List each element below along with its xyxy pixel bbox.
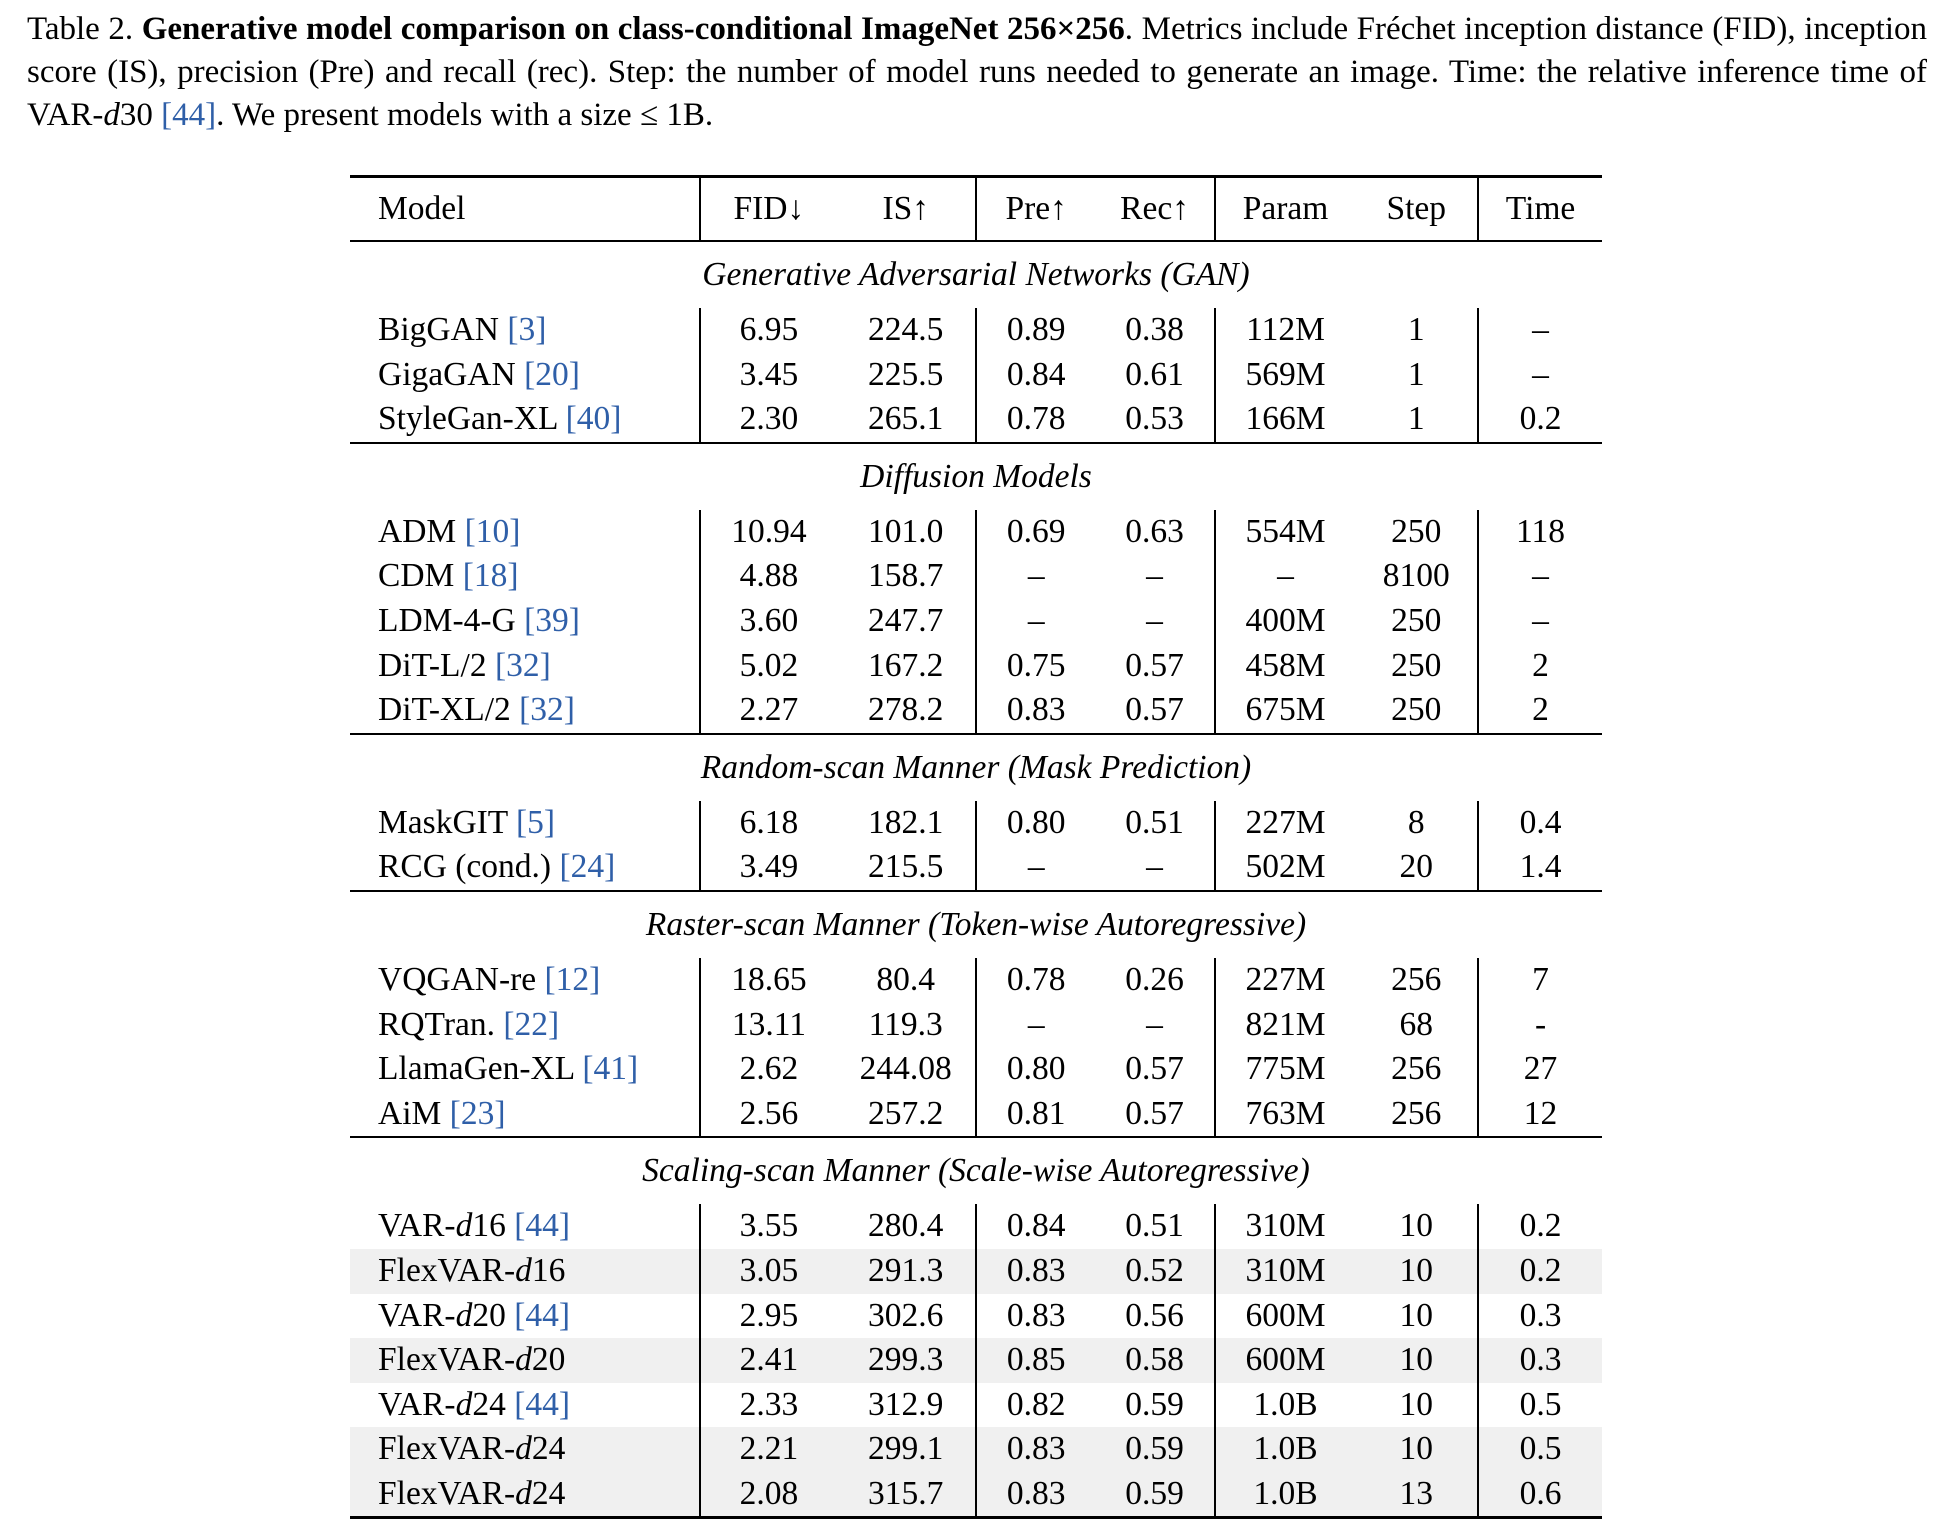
- cell-fid: 18.65: [700, 958, 836, 1003]
- header-fid: FID↓: [700, 177, 836, 242]
- table-row: [350, 308, 1602, 353]
- cell-time: –: [1478, 554, 1602, 599]
- cell-param: 166M: [1215, 397, 1356, 443]
- table-row: [350, 353, 1602, 398]
- model-depth-num: 20: [531, 1341, 566, 1379]
- cell-param: 775M: [1215, 1047, 1356, 1092]
- citation-link[interactable]: [39]: [524, 601, 580, 639]
- cell-param: 1.0B: [1215, 1472, 1356, 1518]
- citation-link[interactable]: [22]: [503, 1005, 560, 1043]
- cell-fid: 6.95: [700, 308, 836, 353]
- cell-param: 600M: [1215, 1294, 1356, 1339]
- cell-is: 299.1: [837, 1427, 976, 1472]
- cell-time: 0.3: [1478, 1338, 1602, 1383]
- cell-pre: 0.83: [976, 1427, 1096, 1472]
- cell-fid: 2.62: [700, 1047, 836, 1092]
- cell-param: 227M: [1215, 958, 1356, 1003]
- model-name: RCG (cond.): [378, 848, 560, 886]
- cell-rec: –: [1146, 601, 1163, 639]
- model-name: FlexVAR-: [378, 1341, 516, 1379]
- cell-param: 554M: [1215, 510, 1356, 555]
- group-title: Generative Adversarial Networks (GAN): [702, 256, 1250, 293]
- cell-step: 10: [1399, 1385, 1433, 1423]
- cell-model: [350, 845, 700, 891]
- cell-is: 265.1: [837, 397, 976, 443]
- cell-step: 250: [1391, 512, 1442, 550]
- model-name: FlexVAR-: [378, 1251, 516, 1289]
- cell-model: [350, 1003, 700, 1048]
- cell-is: 257.2: [837, 1092, 976, 1138]
- header-pre: Pre↑: [976, 177, 1096, 242]
- caption-title: Generative model comparison on class-conditional ImageNet 256×256: [141, 11, 1125, 47]
- cell-step: 256: [1391, 1050, 1442, 1088]
- cell-step: 8100: [1382, 557, 1450, 595]
- table-row: [350, 510, 1602, 555]
- table-row: [350, 801, 1602, 846]
- caption-text: . Metrics include Fréchet inception distance (FID), inception score (IS), precision (Pre) and recall (rec). Step: the number of model runs needed to generate an image. Time: the relative inference time of VAR-: [27, 11, 1927, 133]
- cell-rec: 0.59: [1095, 1472, 1214, 1518]
- cell-param: 112M: [1215, 308, 1356, 353]
- model-name: StyleGan-XL: [378, 400, 566, 438]
- table-row: [350, 554, 1602, 599]
- citation-link[interactable]: [3]: [507, 311, 547, 348]
- cell-param: 821M: [1215, 1003, 1356, 1048]
- model-name: VAR-: [378, 1385, 456, 1423]
- header-rec: Rec↑: [1120, 189, 1189, 227]
- cell-rec: 0.53: [1095, 397, 1214, 443]
- cell-fid: 2.41: [700, 1338, 836, 1383]
- cell-is: 291.3: [837, 1249, 976, 1294]
- cell-param: –: [1215, 554, 1356, 599]
- cell-pre: 0.75: [976, 644, 1096, 689]
- cell-rec: 0.51: [1125, 803, 1184, 841]
- cell-param: 763M: [1215, 1092, 1356, 1138]
- table-row: [350, 1047, 1602, 1092]
- cell-pre: 0.80: [976, 801, 1096, 846]
- table-row: [350, 1204, 1602, 1249]
- citation-link[interactable]: [32]: [519, 691, 575, 729]
- cell-model: [350, 1249, 700, 1294]
- citation-link[interactable]: [20]: [524, 355, 580, 393]
- cell-fid: 3.55: [700, 1204, 836, 1249]
- cell-param: 1.0B: [1215, 1383, 1356, 1428]
- model-depth-var: d: [515, 1251, 532, 1289]
- cell-is: 101.0: [868, 512, 944, 550]
- cell-is: 80.4: [876, 960, 936, 998]
- header-param: Param: [1215, 177, 1356, 242]
- cell-model: [350, 644, 700, 689]
- table-row: [350, 1383, 1602, 1428]
- cell-fid: 2.56: [700, 1092, 836, 1138]
- cell-pre: 0.84: [976, 353, 1096, 398]
- cell-pre: 0.83: [976, 1294, 1096, 1339]
- cell-pre: 0.83: [976, 688, 1096, 734]
- model-depth-num: 24: [472, 1385, 515, 1423]
- cell-step: 10: [1355, 1427, 1478, 1472]
- cell-model: [350, 554, 700, 599]
- cell-model: [350, 599, 700, 644]
- cell-is: 119.3: [868, 1005, 943, 1043]
- citation-link[interactable]: [18]: [462, 557, 519, 595]
- cell-time: -: [1478, 1003, 1602, 1048]
- model-name: MaskGIT: [378, 803, 517, 841]
- model-name: BigGAN: [378, 311, 508, 348]
- model-name: ADM: [378, 512, 465, 550]
- model-name: LDM-4-G: [378, 601, 525, 639]
- cell-rec: 0.38: [1125, 311, 1184, 348]
- cell-step: 10: [1399, 1296, 1433, 1334]
- cell-pre: –: [976, 845, 1096, 891]
- cell-pre: 0.85: [976, 1338, 1096, 1383]
- cell-step: 10: [1399, 1207, 1433, 1245]
- citation-link[interactable]: [44]: [514, 1207, 571, 1245]
- cell-rec: 0.51: [1125, 1207, 1184, 1245]
- cell-pre: –: [976, 1003, 1096, 1048]
- cell-fid: 2.21: [700, 1427, 836, 1472]
- citation-link[interactable]: [40]: [565, 400, 622, 438]
- table-row: [350, 599, 1602, 644]
- cell-step: 250: [1355, 688, 1478, 734]
- cell-fid: 4.88: [700, 554, 836, 599]
- model-depth-num: 20: [472, 1296, 515, 1334]
- cell-param: 400M: [1215, 599, 1356, 644]
- cell-time: 2: [1478, 644, 1602, 689]
- cell-rec: 0.61: [1125, 355, 1184, 393]
- cell-fid: 3.05: [700, 1249, 836, 1294]
- cell-is: 224.5: [868, 311, 944, 348]
- cell-rec: 0.59: [1095, 1427, 1214, 1472]
- header-model: Model: [378, 189, 466, 227]
- cell-fid: 2.95: [700, 1294, 836, 1339]
- cell-pre: 0.78: [976, 958, 1096, 1003]
- cell-fid: 13.11: [700, 1003, 836, 1048]
- cell-rec: –: [1146, 1005, 1163, 1043]
- cell-pre: 0.89: [976, 308, 1096, 353]
- cell-time: 118: [1478, 510, 1602, 555]
- cell-step: 68: [1399, 1005, 1433, 1043]
- cell-model: [350, 1294, 700, 1339]
- cell-model: [350, 510, 700, 555]
- cell-step: 256: [1355, 1092, 1478, 1138]
- table-row: [350, 1427, 1602, 1472]
- group-title: Random-scan Manner (Mask Prediction): [700, 748, 1252, 786]
- header-is: IS↑: [882, 189, 930, 227]
- cell-rec: 0.52: [1095, 1249, 1214, 1294]
- model-depth-var: d: [515, 1474, 532, 1512]
- citation-link[interactable]: [44]: [514, 1296, 571, 1334]
- cell-fid: 2.27: [700, 688, 836, 734]
- cell-is: 182.1: [868, 803, 944, 841]
- cell-fid: 2.30: [700, 397, 836, 443]
- caption-cite[interactable]: [44]: [161, 97, 217, 133]
- group-title: Diffusion Models: [860, 457, 1092, 495]
- cell-model: [350, 1047, 700, 1092]
- cell-is: 278.2: [837, 688, 976, 734]
- cell-time: –: [1478, 308, 1602, 353]
- cell-rec: 0.56: [1125, 1296, 1184, 1334]
- cell-time: 0.5: [1478, 1383, 1602, 1428]
- cell-is: 244.08: [859, 1050, 952, 1088]
- cell-model: [350, 1338, 700, 1383]
- cell-pre: 0.83: [976, 1472, 1096, 1518]
- table-row: [350, 1249, 1602, 1294]
- citation-link[interactable]: [24]: [559, 848, 616, 886]
- cell-time: –: [1478, 599, 1602, 644]
- cell-time: 0.4: [1478, 801, 1602, 846]
- cell-param: 310M: [1215, 1249, 1356, 1294]
- model-depth-var: d: [515, 1430, 532, 1468]
- citation-link[interactable]: [41]: [582, 1050, 639, 1088]
- cell-pre: –: [976, 554, 1096, 599]
- cell-model: [350, 1204, 700, 1249]
- cell-step: 250: [1391, 601, 1442, 639]
- group-header-row: [350, 241, 1602, 308]
- cell-rec: 0.26: [1125, 960, 1184, 998]
- cell-rec: 0.57: [1125, 646, 1184, 684]
- cell-step: 256: [1391, 960, 1442, 998]
- cell-time: 0.3: [1478, 1294, 1602, 1339]
- cell-rec: 0.57: [1125, 1050, 1184, 1088]
- cell-param: 1.0B: [1215, 1427, 1356, 1472]
- table-row: [350, 845, 1602, 891]
- model-name: DiT-XL/2: [378, 691, 520, 729]
- cell-time: 1.4: [1478, 845, 1602, 891]
- cell-rec: 0.59: [1125, 1385, 1184, 1423]
- cell-is: 215.5: [837, 845, 976, 891]
- cell-model: [350, 1092, 700, 1138]
- cell-rec: –: [1095, 845, 1214, 891]
- cell-fid: 6.18: [700, 801, 836, 846]
- cell-model: [350, 1383, 700, 1428]
- group-header-row: [350, 443, 1602, 510]
- header-step: Step: [1386, 189, 1447, 227]
- cell-param: 310M: [1215, 1204, 1356, 1249]
- cell-pre: 0.80: [976, 1047, 1096, 1092]
- model-name: VAR-: [378, 1207, 456, 1245]
- group-title: Scaling-scan Manner (Scale-wise Autoregressive): [642, 1152, 1310, 1190]
- table-caption: [27, 8, 1927, 137]
- cell-model: [350, 801, 700, 846]
- citation-link[interactable]: [23]: [449, 1094, 506, 1132]
- cell-time: 0.5: [1478, 1427, 1602, 1472]
- model-depth-var: d: [455, 1207, 473, 1245]
- cell-param: 600M: [1215, 1338, 1356, 1383]
- cell-model: [350, 1472, 700, 1518]
- cell-step: 250: [1391, 646, 1442, 684]
- cell-is: 280.4: [868, 1207, 944, 1245]
- table-row: [350, 958, 1602, 1003]
- cell-fid: 3.60: [700, 599, 836, 644]
- cell-param: 227M: [1215, 801, 1356, 846]
- cell-step: 13: [1355, 1472, 1478, 1518]
- model-depth-num: 24: [531, 1474, 566, 1512]
- cell-model: [350, 958, 700, 1003]
- table-header-row: [350, 177, 1602, 242]
- model-name: FlexVAR-: [378, 1430, 516, 1468]
- cell-model: [350, 308, 700, 353]
- citation-link[interactable]: [5]: [516, 803, 556, 841]
- cell-step: 10: [1355, 1249, 1478, 1294]
- citation-link[interactable]: [12]: [544, 960, 601, 998]
- table-row: [350, 1472, 1602, 1518]
- cell-pre: 0.83: [976, 1249, 1096, 1294]
- header-time: Time: [1478, 177, 1602, 242]
- table-row: [350, 397, 1602, 443]
- cell-is: 247.7: [868, 601, 944, 639]
- results-table-container: [350, 175, 1602, 1519]
- cell-rec: –: [1146, 557, 1163, 595]
- model-name: GigaGAN: [378, 355, 525, 393]
- model-depth-var: d: [455, 1296, 473, 1334]
- cell-pre: 0.78: [976, 397, 1096, 443]
- cell-fid: 10.94: [700, 510, 836, 555]
- table-row: [350, 1003, 1602, 1048]
- citation-link[interactable]: [10]: [464, 512, 521, 550]
- model-depth-var: d: [515, 1341, 532, 1379]
- cell-is: 312.9: [868, 1385, 944, 1423]
- model-name: AiM: [378, 1094, 450, 1132]
- citation-link[interactable]: [44]: [514, 1385, 571, 1423]
- cell-time: 12: [1478, 1092, 1602, 1138]
- caption-label: Table 2.: [27, 11, 134, 47]
- cell-param: 502M: [1215, 845, 1356, 891]
- caption-var-num: 30: [119, 97, 162, 133]
- table-row: [350, 688, 1602, 734]
- cell-time: 0.6: [1478, 1472, 1602, 1518]
- table-row: [350, 1338, 1602, 1383]
- cell-rec: 0.57: [1095, 1092, 1214, 1138]
- cell-time: 7: [1478, 958, 1602, 1003]
- cell-time: 27: [1478, 1047, 1602, 1092]
- caption-var-d: d: [103, 97, 120, 133]
- cell-step: 20: [1355, 845, 1478, 891]
- cell-rec: 0.63: [1125, 512, 1184, 550]
- group-header-row: [350, 891, 1602, 958]
- cell-step: 1: [1407, 355, 1425, 393]
- group-header-row: [350, 1137, 1602, 1204]
- cell-step: 8: [1407, 803, 1425, 841]
- cell-pre: 0.69: [976, 510, 1096, 555]
- table-row: [350, 644, 1602, 689]
- model-depth-num: 24: [531, 1430, 566, 1468]
- cell-is: 302.6: [868, 1296, 944, 1334]
- cell-model: [350, 1427, 700, 1472]
- cell-time: –: [1478, 353, 1602, 398]
- cell-model: [350, 688, 700, 734]
- cell-step: 10: [1355, 1338, 1478, 1383]
- cell-is: 299.3: [837, 1338, 976, 1383]
- model-depth-num: 16: [472, 1207, 515, 1245]
- cell-rec: 0.58: [1095, 1338, 1214, 1383]
- table-row: [350, 1092, 1602, 1138]
- group-title: Raster-scan Manner (Token-wise Autoregressive): [645, 905, 1307, 943]
- cell-param: 458M: [1215, 644, 1356, 689]
- table-body: [350, 241, 1602, 1518]
- cell-fid: 2.08: [700, 1472, 836, 1518]
- cell-step: 1: [1407, 311, 1425, 348]
- cell-pre: 0.84: [976, 1204, 1096, 1249]
- model-name: RQTran.: [378, 1005, 504, 1043]
- cell-is: 315.7: [837, 1472, 976, 1518]
- model-depth-num: 16: [531, 1251, 566, 1289]
- cell-param: 675M: [1215, 688, 1356, 734]
- model-name: DiT-L/2: [378, 646, 495, 684]
- cell-time: 0.2: [1478, 1204, 1602, 1249]
- group-header-row: [350, 734, 1602, 801]
- cell-is: 225.5: [868, 355, 944, 393]
- cell-rec: 0.57: [1095, 688, 1214, 734]
- cell-time: 0.2: [1478, 397, 1602, 443]
- model-name: VQGAN-re: [378, 960, 545, 998]
- model-depth-var: d: [455, 1385, 473, 1423]
- model-name: FlexVAR-: [378, 1474, 516, 1512]
- cell-time: 0.2: [1478, 1249, 1602, 1294]
- cell-fid: 5.02: [700, 644, 836, 689]
- cell-is: 158.7: [868, 557, 944, 595]
- table-row: [350, 1294, 1602, 1339]
- model-name: VAR-: [378, 1296, 456, 1334]
- model-name: LlamaGen-XL: [378, 1050, 583, 1088]
- cell-fid: 3.49: [700, 845, 836, 891]
- citation-link[interactable]: [32]: [494, 646, 551, 684]
- cell-is: 167.2: [868, 646, 944, 684]
- cell-step: 1: [1355, 397, 1478, 443]
- caption-tail: . We present models with a size ≤ 1B.: [216, 97, 714, 133]
- cell-pre: 0.82: [976, 1383, 1096, 1428]
- cell-time: 2: [1478, 688, 1602, 734]
- cell-fid: 3.45: [700, 353, 836, 398]
- cell-model: [350, 353, 700, 398]
- cell-param: 569M: [1215, 353, 1356, 398]
- cell-model: [350, 397, 700, 443]
- cell-fid: 2.33: [700, 1383, 836, 1428]
- results-table: [350, 175, 1602, 1519]
- model-name: CDM: [378, 557, 463, 595]
- cell-pre: 0.81: [976, 1092, 1096, 1138]
- cell-pre: –: [976, 599, 1096, 644]
